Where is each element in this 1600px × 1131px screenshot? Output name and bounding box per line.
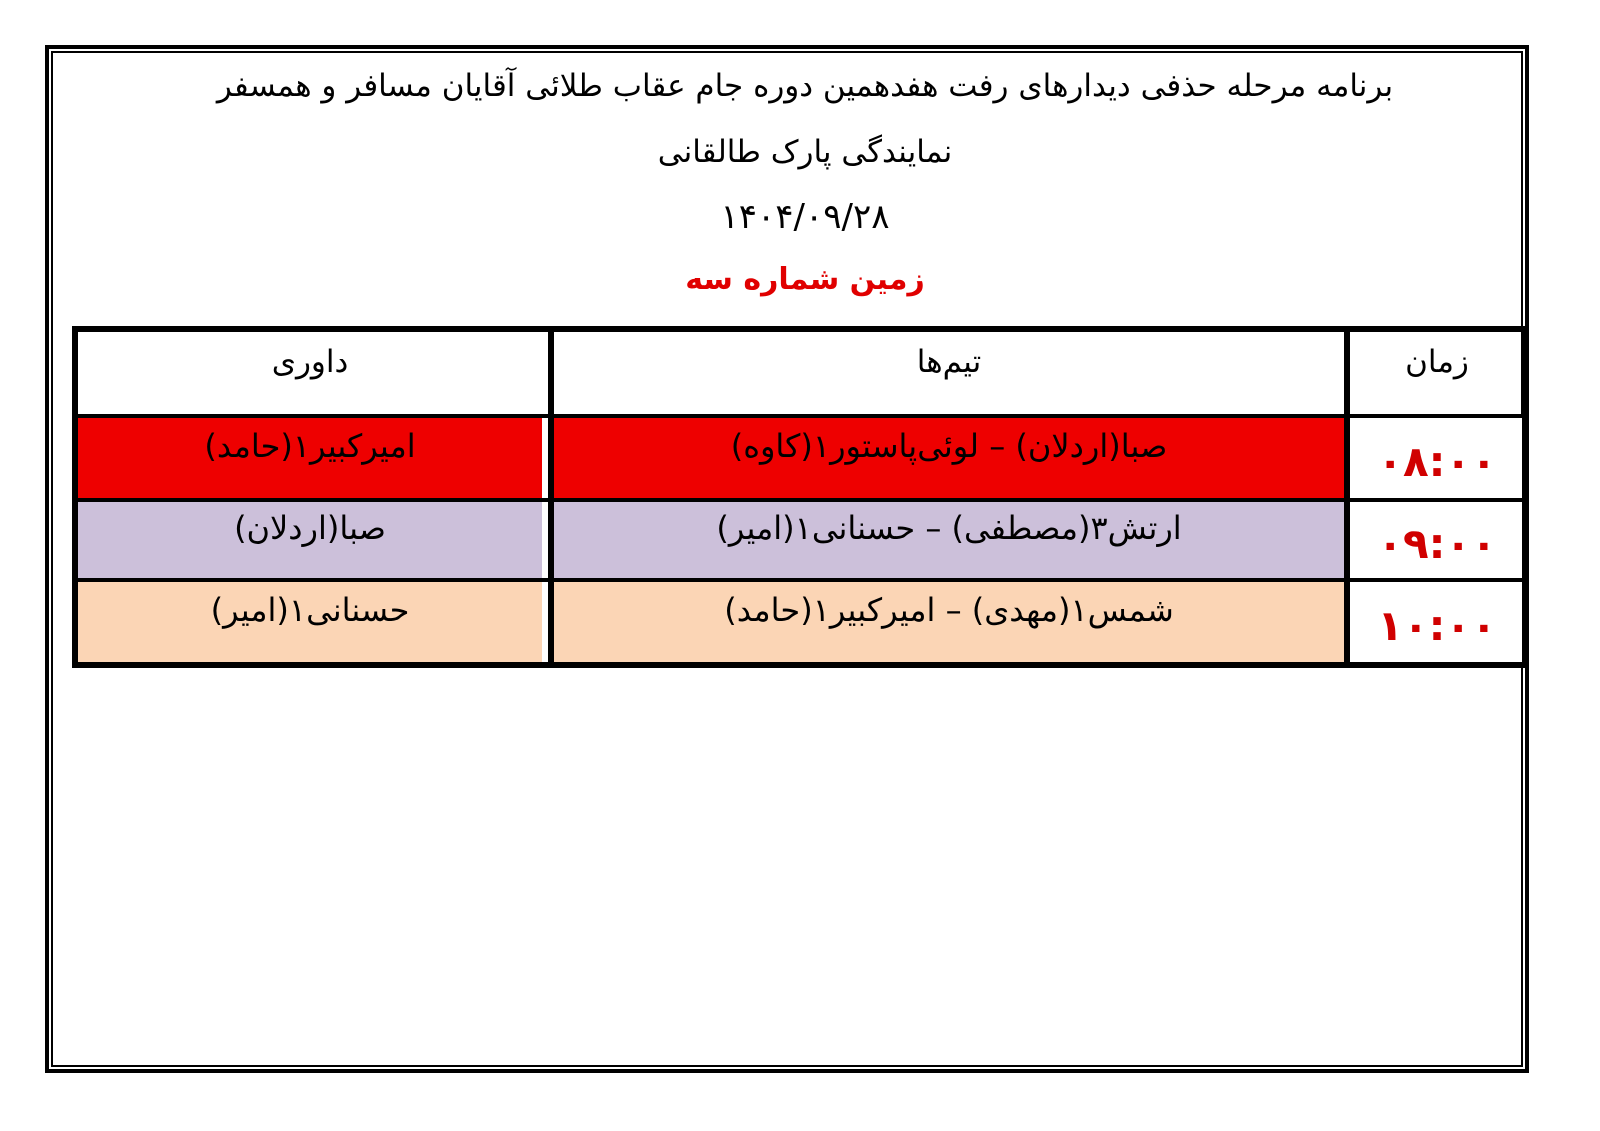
match-time: ۱۰:۰۰: [1377, 600, 1497, 650]
header-cell-time: [1352, 332, 1522, 414]
match-teams: صبا(اردلان) – لوئی‌پاستور۱(کاوه): [730, 427, 1168, 465]
header-cell-referee: [78, 332, 542, 414]
teams-cell: [548, 418, 1350, 498]
match-teams: ارتش۳(مصطفی) – حسنانی۱(امیر): [716, 509, 1182, 547]
match-time: ۰۸:۰۰: [1377, 436, 1497, 486]
schedule-table: [72, 326, 1528, 668]
teams-cell: [548, 582, 1350, 662]
header-time-label: زمان: [1405, 344, 1469, 380]
match-teams: شمس۱(مهدی) – امیرکبیر۱(حامد): [724, 591, 1174, 629]
referee-cell: [78, 582, 542, 662]
time-cell: [1352, 418, 1522, 498]
field-label: زمین شماره سه: [685, 262, 925, 297]
teams-cell: [548, 502, 1350, 578]
referee-cell: [78, 502, 542, 578]
match-referee: حسنانی۱(امیر): [210, 591, 410, 629]
header-cell-teams: [548, 332, 1350, 414]
table-row: [78, 498, 1522, 578]
table-row: [78, 414, 1522, 498]
document-subtitle: نمایندگی پارک طالقانی: [657, 134, 953, 170]
header-teams-label: تیم‌ها: [916, 344, 982, 380]
match-time: ۰۹:۰۰: [1377, 518, 1497, 568]
table-header-row: [78, 332, 1522, 414]
time-cell: [1352, 502, 1522, 578]
time-cell: [1352, 582, 1522, 662]
document-date: ۱۴۰۴/۰۹/۲۸: [720, 197, 890, 237]
document-title: برنامه مرحله حذفی دیدارهای رفت هفدهمین دوره جام عقاب طلائی آقایان مسافر و همسفر: [216, 68, 1394, 104]
match-referee: صبا(اردلان): [234, 509, 386, 547]
referee-cell: [78, 418, 542, 498]
match-referee: امیرکبیر۱(حامد): [204, 427, 416, 465]
header-referee-label: داوری: [271, 344, 349, 380]
table-row: [78, 578, 1522, 662]
